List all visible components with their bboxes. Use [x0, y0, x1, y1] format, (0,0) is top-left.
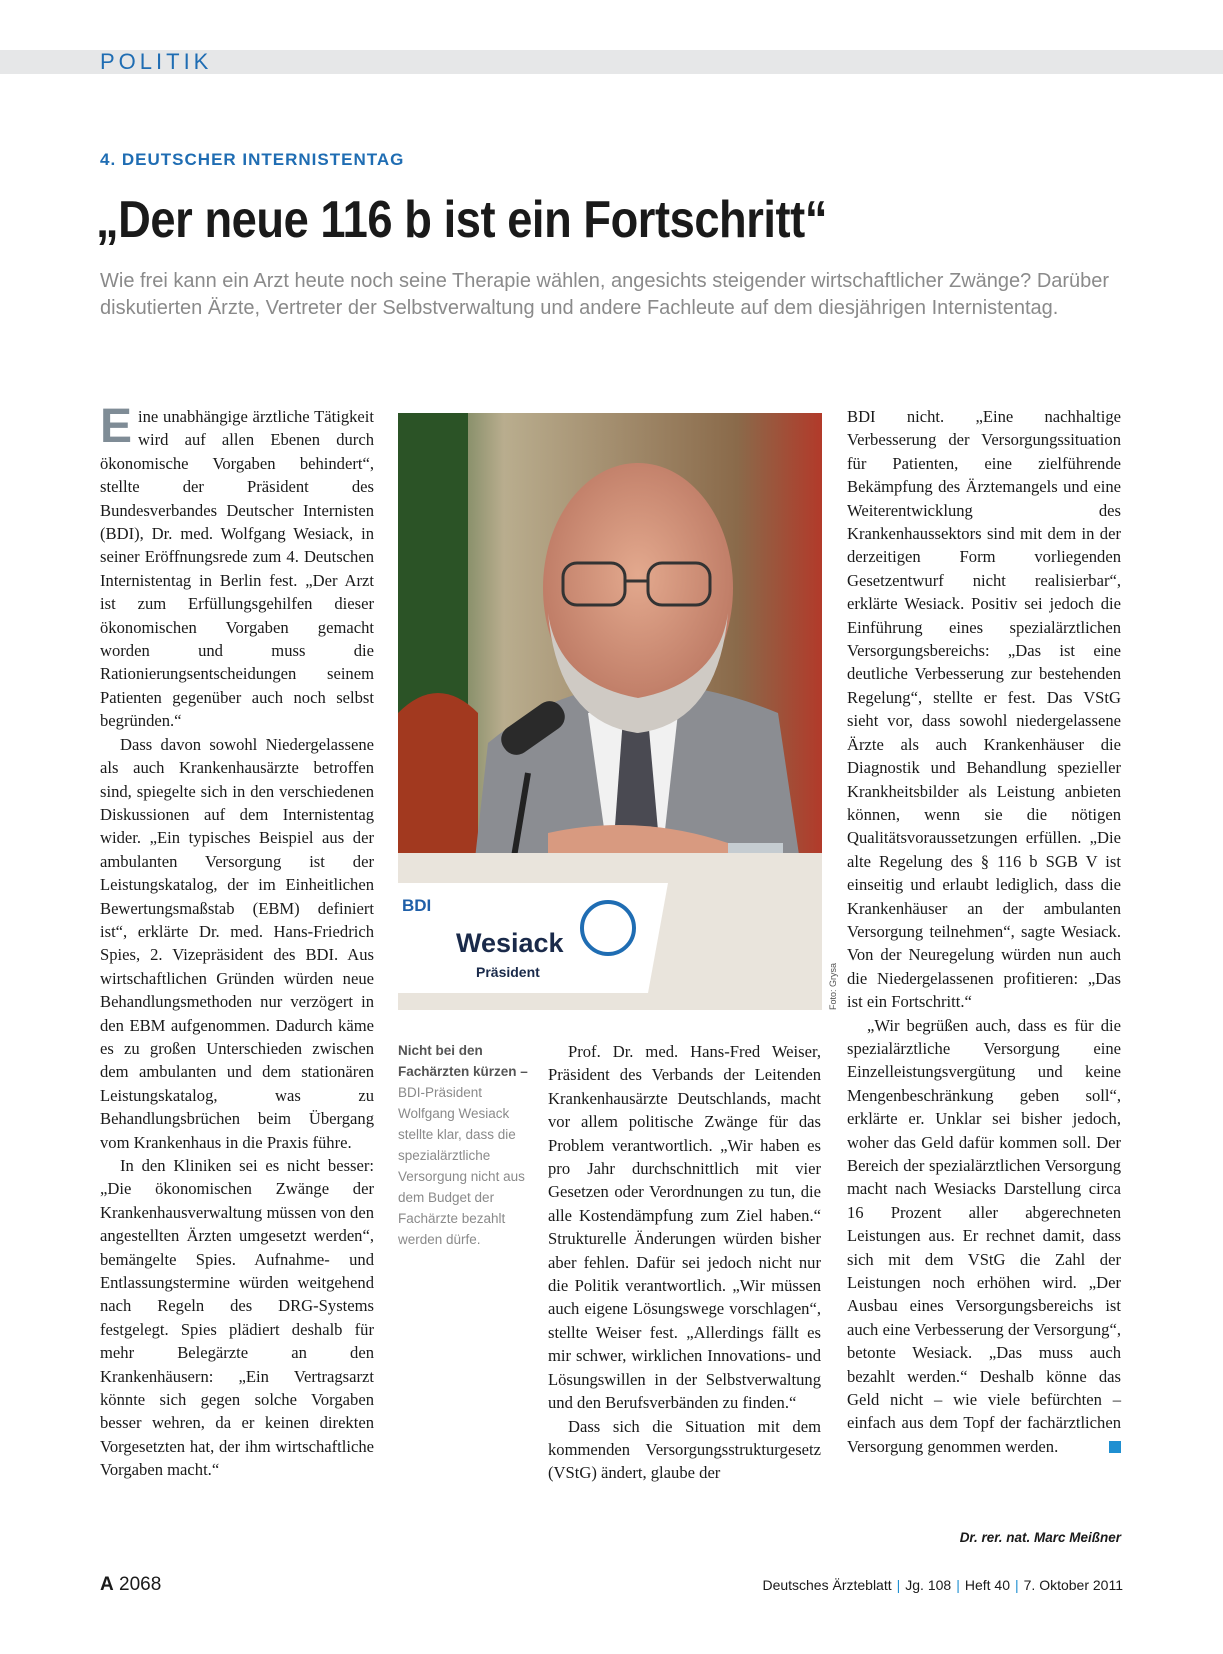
nameplate	[398, 888, 658, 998]
photo-credit: Foto: Grysa	[828, 962, 838, 1010]
nameplate-title: Präsident	[476, 964, 540, 980]
footer-reference: Deutsches Ärzteblatt | Jg. 108 | Heft 40 | 7. Oktober 2011	[762, 1577, 1123, 1593]
nameplate-name: Wesiack	[456, 928, 564, 958]
article-column-3	[847, 405, 1121, 1458]
article-headline: „Der neue 116 b ist ein Fortschritt“	[96, 191, 828, 249]
author-byline: Dr. rer. nat. Marc Meißner	[959, 1530, 1121, 1545]
article-lead: Wie frei kann ein Arzt heute noch seine Therapie wählen, angesichts steigender wirtschaftlicher Zwänge? Darüber diskutierten Ärzte, Vertreter der Selbstverwaltung und andere Fachleute auf dem diesjährigen Internistentag.	[100, 270, 1110, 319]
paragraph: „Wir begrüßen auch, dass es für die spezialärztliche Versorgung eine Einzelleistungsvergütung und keine Mengenbeschränkung geben soll“, erklärte er. Unklar sei bisher jedoch, woher das Geld dafür kommen soll. Der Bereich der spezialärztlichen Versorgung macht nach Wesiacks Darstellung circa 16 Prozent aller abgerechneten Leistungen aus. Er rechnet damit, dass sich mit dem VStG die Zahl der Leistungen noch erhöhen wird. „Der Ausbau eines Versorgungsbereichs ist auch eine Verbesserung der Versorgung“, betonte Wesiack. „Das muss auch bezahlt werden.“ Deshalb könne das Geld nicht – wie viele befürchten – einfach aus dem Topf der fachärztlichen Versorgung genommen werden.	[847, 1015, 1121, 1456]
paragraph: Dass sich die Situation mit dem kommenden Versorgungsstrukturgesetz (VStG) ändert, glaube der	[548, 1416, 821, 1483]
article-kicker: 4. DEUTSCHER INTERNISTENTAG	[100, 150, 405, 169]
article-photo	[398, 413, 822, 1010]
caption-title: Nicht bei den Fachärzten kürzen –	[398, 1043, 528, 1079]
paragraph: In den Kliniken sei es nicht besser: „Die ökonomischen Zwänge der Krankenhausverwaltung müssen von den angestellten Ärzten umgesetzt werden“, bemängelte Spies. Aufnahme- und Entlassungstermine würden weitgehend nach Regeln des DRG-Systems festgelegt. Spies plädiert deshalb für mehr Belegärzte an den Krankenhäusern: „Ein Vertragsarzt könnte sich gegen solche Vorgaben besser wehren, da er keinen direkten Vorgesetzten hat, der ihm wirtschaftliche Vorgaben macht.“	[100, 1156, 374, 1480]
article-column-2	[548, 1040, 821, 1485]
page-number: A 2068	[100, 1574, 162, 1595]
paragraph: Eine unabhängige ärztliche Tätigkeit wird auf allen Ebenen durch ökonomische Vorgaben behindert“, stellte der Präsident des Bundesverbandes Deutscher Internisten (BDI), Dr. med. Wolfgang Wesiack, in seiner Eröffnungsrede zum 4. Deutschen Internistentag in Berlin fest. „Der Arzt ist zum Erfüllungsgehilfen dieser ökonomischen Vorgaben gemacht worden und muss die Rationierungsentscheidungen seinem Patienten gegenüber auch noch selbst begründen.“	[100, 400, 374, 731]
paragraph: BDI nicht. „Eine nachhaltige Verbesserung der Versorgungssituation für Patienten, eine zielführende Bekämpfung des Ärztemangels und eine Weiterentwicklung des Krankenhaussektors sind mit dem in der derzeitigen Form vorliegenden Gesetzentwurf nicht realisierbar“, erklärte Wesiack. Positiv sei jedoch die Einführung eines spezialärztlichen Versorgungsbereichs: „Das ist eine deutliche Verbesserung zur bestehenden Regelung“, stellte er fest. Das VStG sieht vor, dass sowohl niedergelassene Ärzte als auch Krankenhäuser die Diagnostik und Behandlung spezieller Krankheitsbilder als Leistung anbieten können, wenn sie die nötigen Qualitätsvoraussetzungen erfüllen. „Die alte Regelung des § 116 b SGB V ist einseitig und erlaubt lediglich, dass die Krankenhäuser an der ambulanten Versorgung teilnehmen“, sagte Wesiack. Von der Neuregelung würden nun auch die Niedergelassenen profitieren: „Das ist ein Fortschritt.“	[847, 407, 1121, 1012]
paragraph: Prof. Dr. med. Hans-Fred Weiser, Präsident des Verbands der Leitenden Krankenhausärzte Deutschlands, macht vor allem politische Zwänge für das Problem verantwortlich. „Wir haben es pro Jahr durchschnittlich mit vier Gesetzen oder Verordnungen zu tun, die alle Kostendämpfung zum Ziel haben.“ Strukturelle Änderungen würden bisher aber fehlen. Dafür sei jedoch nicht nur die Politik verantwortlich. „Wir müssen auch eigene Lösungswege vorschlagen“, stellte Weiser fest. „Allerdings fällt es mir schwer, wirklichen Innovations- und Lösungswillen in der Selbstverwaltung und den Berufsverbänden zu finden.“	[548, 1042, 821, 1413]
footer-journal: Deutsches Ärzteblatt	[762, 1577, 892, 1593]
end-mark-icon	[1109, 1441, 1121, 1453]
footer-date: 7. Oktober 2011	[1023, 1577, 1123, 1593]
drop-cap: E	[100, 400, 133, 453]
footer-issue: Heft 40	[964, 1577, 1010, 1593]
paragraph: Dass davon sowohl Niedergelassene als auch Krankenhausärzte betroffen sind, spiegelte sich in den verschiedenen Diskussionen auf dem Internistentag wider. „Ein typisches Beispiel aus der ambulanten Versorgung ist der Leistungskatalog, der im Einheitlichen Bewertungsmaßstab (EBM) definiert ist“, erklärte Dr. med. Hans-Friedrich Spies, 2. Vizepräsident des BDI. Aus wirtschaftlichen Gründen würden neue Behandlungsmethoden nur verzögert in den EBM aufgenommen. Dadurch käme es zu großen Unterschieden zwischen dem ambulanten und dem stationären Leistungskatalog, was zu Behandlungsbrüchen beim Übergang vom Krankenhaus in die Praxis führe.	[100, 734, 374, 1152]
article-column-1	[100, 400, 374, 1482]
nameplate-logo: BDI	[402, 896, 432, 915]
photo-caption	[398, 1040, 534, 1250]
caption-text: BDI-Präsident Wolfgang Wesiack stellte klar, dass die spezialärztliche Versorgung nicht aus dem Budget der Fachärzte bezahlt werden dürfe.	[398, 1085, 525, 1247]
footer-volume: Jg. 108	[905, 1577, 952, 1593]
section-label: POLITIK	[100, 49, 213, 74]
